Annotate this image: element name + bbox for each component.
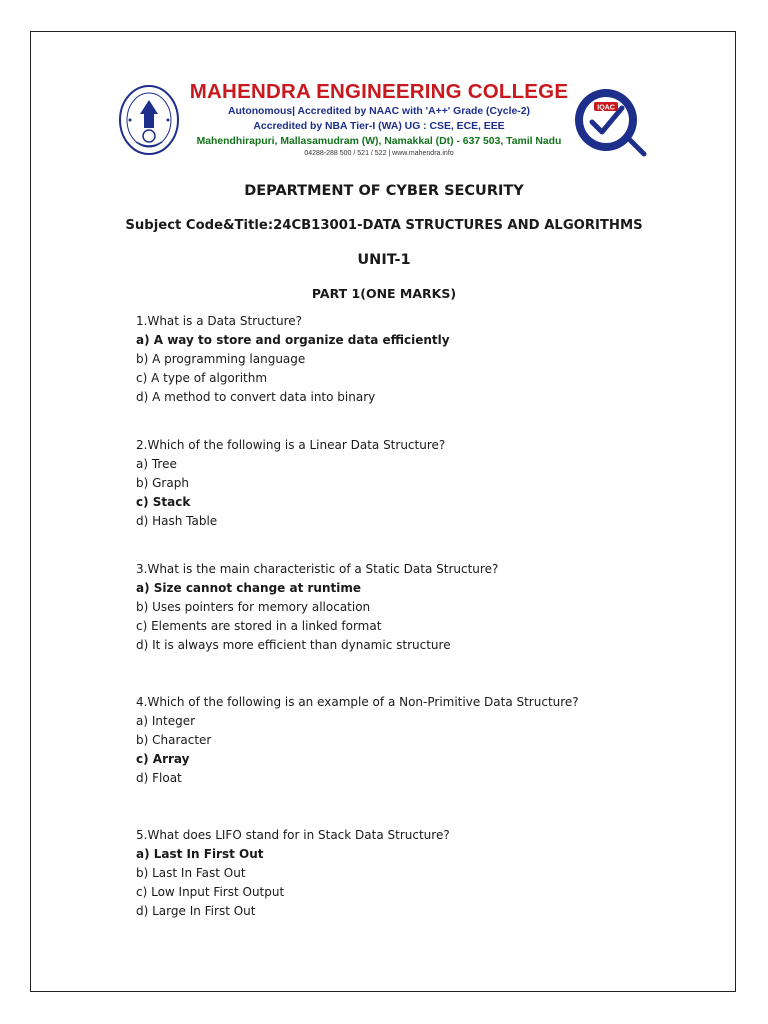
question-item — [136, 826, 696, 921]
option-correct: c) Array — [136, 752, 190, 766]
option: b) Character — [136, 733, 212, 747]
question-list — [136, 312, 696, 950]
option: b) Last In Fast Out — [136, 866, 246, 880]
option: b) A programming language — [136, 352, 306, 366]
option: d) It is always more efficient than dynamic structure — [136, 638, 451, 652]
option: c) A type of algorithm — [136, 371, 268, 385]
accreditation-naac: Autonomous| Accredited by NAAC with 'A++' Grade (Cycle-2) — [228, 106, 530, 117]
department-heading: DEPARTMENT OF CYBER SECURITY — [244, 183, 524, 199]
college-seal-logo — [118, 84, 180, 156]
option: b) Uses pointers for memory allocation — [136, 600, 371, 614]
question-item — [136, 312, 696, 407]
question-text: 4.Which of the following is an example of a Non-Primitive Data Structure? — [136, 695, 579, 709]
option: d) A method to convert data into binary — [136, 390, 376, 404]
option: d) Float — [136, 771, 182, 785]
option-correct: a) Size cannot change at runtime — [136, 581, 361, 595]
question-text: 2.Which of the following is a Linear Data Structure? — [136, 438, 446, 452]
option: b) Graph — [136, 476, 189, 490]
option: c) Low Input First Output — [136, 885, 285, 899]
subject-heading: Subject Code&Title:24CB13001-DATA STRUCTURES AND ALGORITHMS — [125, 218, 643, 233]
option-correct: c) Stack — [136, 495, 191, 509]
iqac-seal-logo — [570, 82, 648, 160]
option-correct: a) Last In First Out — [136, 847, 264, 861]
option: a) Tree — [136, 457, 177, 471]
part-heading: PART 1(ONE MARKS) — [311, 286, 457, 301]
college-name: MAHENDRA ENGINEERING COLLEGE — [189, 80, 569, 103]
option: a) Integer — [136, 714, 196, 728]
question-text: 1.What is a Data Structure? — [136, 314, 303, 328]
question-item — [136, 693, 696, 788]
option: d) Large In First Out — [136, 904, 256, 918]
question-item — [136, 560, 696, 655]
college-letterhead — [114, 78, 648, 170]
accreditation-nba: Accredited by NBA Tier-I (WA) UG : CSE, ECE, EEE — [253, 121, 505, 132]
college-contact: 04288-288 500 / 521 / 522 | www.mahendra.info — [304, 150, 454, 157]
option-correct: a) A way to store and organize data efficiently — [136, 333, 450, 347]
question-text: 3.What is the main characteristic of a Static Data Structure? — [136, 562, 499, 576]
question-item — [136, 436, 696, 531]
unit-heading: UNIT-1 — [357, 252, 411, 268]
option: c) Elements are stored in a linked format — [136, 619, 382, 633]
option: d) Hash Table — [136, 514, 218, 528]
college-address: Mahendhirapuri, Mallasamudram (W), Namakkal (Dt) - 637 503, Tamil Nadu — [196, 136, 562, 147]
question-text: 5.What does LIFO stand for in Stack Data Structure? — [136, 828, 450, 842]
iqac-label: IQAC — [597, 104, 615, 112]
